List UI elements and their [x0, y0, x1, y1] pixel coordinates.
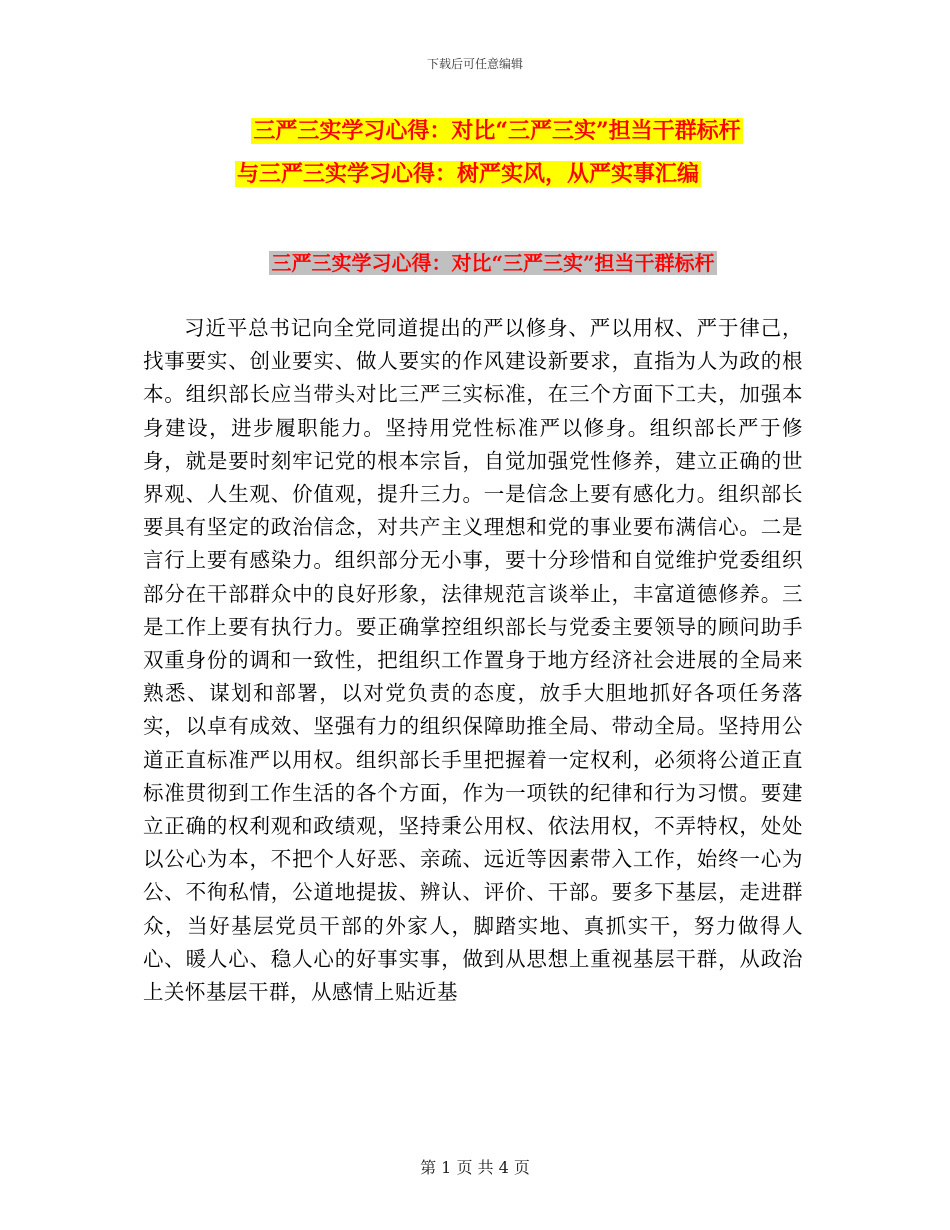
page-footer: 第 1 页 共 4 页: [420, 1158, 530, 1177]
document-title-line-2: [0, 158, 943, 190]
body-paragraph: 习近平总书记向全党同道提出的严以修身、严以用权、严于律己，找事要实、创业要实、做人要实的作风建设新要求，直指为人为政的根本。组织部长应当带头对比三严三实标准，在三个方面下工夫，加强本身建设，进步履职能力。坚持用党性标准严以修身。组织部长严于修身，就是要时刻牢记党的根本宗旨，自觉加强党性修养，建立正确的世界观、人生观、价值观，提升三力。一是信念上要有感化力。组织部长要具有坚定的政治信念，对共产主义理想和党的事业要布满信心。二是言行上要有感染力。组织部分无小事，要十分珍惜和自觉维护党委组织部分在干部群众中的良好形象，法律规范言谈举止，丰富道德修养。三是工作上要有执行力。要正确掌控组织部长与党委主要领导的顾问助手双重身份的调和一致性，把组织工作置身于地方经济社会进展的全局来熟悉、谋划和部署，以对党负责的态度，放手大胆地抓好各项任务落实，以卓有成效、坚强有力的组织保障助推全局、带动全局。坚持用公道正直标准严以用权。组织部长手里把握着一定权利，必须将公道正直标准贯彻到工作生活的各个方面，作为一项铁的纪律和行为习惯。要建立正确的权利观和政绩观，坚持秉公用权、依法用权，不弄特权，处处以公心为本，不把个人好恶、亲疏、远近等因素带入工作，始终一心为公、不徇私情，公道地提拔、辨认、评价、干部。要多下基层，走进群众，当好基层党员干部的外家人，脚踏实地、真抓实干，努力做得人心、暖人心、稳人心的好事实事，做到从思想上重视基层干群，从政治上关怀基层干群，从感情上贴近基: [143, 316, 803, 1005]
title-highlight-1: 三严三实学习心得：对比“三严三实”担当干群标杆: [253, 118, 741, 144]
document-title-line-1: [22, 115, 950, 147]
title-highlight-2: 与三严三实学习心得：树严实风，从严实事汇编: [236, 161, 699, 187]
header-note: 下载后可任意编辑: [426, 57, 523, 71]
section-title: [18, 248, 950, 278]
section-title-highlight: 三严三实学习心得：对比“三严三实”担当干群标杆: [271, 251, 715, 275]
